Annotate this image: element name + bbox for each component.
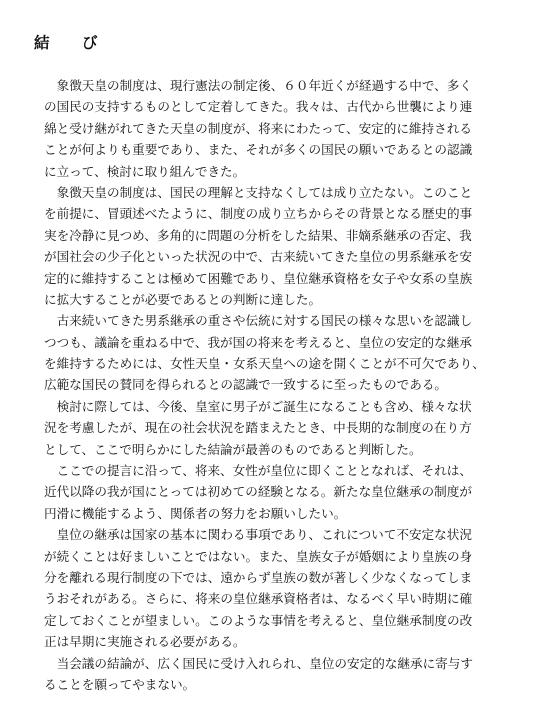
text-line: 定的に維持することは極めて困難であり、皇位継承資格を女子や女系の皇族 <box>44 270 473 286</box>
text-line: 検討に際しては、今後、皇室に男子がご誕生になることも含め、様々な状 <box>44 398 472 414</box>
text-line: 広範な国民の賛同を得られるとの認識で一致するに至ったものである。 <box>44 377 447 393</box>
text-line: 正は早期に実施される必要がある。 <box>44 634 246 650</box>
text-line: が続くことは好ましいことではない。また、皇族女子が婚姻により皇族の身 <box>44 548 473 564</box>
text-line: ことが何よりも重要であり、また、それが多くの国民の願いであるとの認識 <box>44 142 473 158</box>
text-line: 近代以降の我が国にとっては初めての経験となる。新たな皇位継承の制度が <box>44 484 472 500</box>
text-line: の国民の支持するものとして定着してきた。我々は、古代から世襲により連 <box>44 99 473 115</box>
text-line: 皇位の継承は国家の基本に関わる事項であり、これについて不安定な状況 <box>44 527 472 543</box>
text-line: 綿と受け継がれてきた天皇の制度が、将来にわたって、安定的に維持される <box>44 120 472 136</box>
text-line: として、ここで明らかにした結論が最善のものであると判断した。 <box>44 441 422 457</box>
text-line: 円滑に機能するよう、関係者の努力をお願いしたい。 <box>44 505 347 521</box>
text-line: を維持するためには、女性天皇・女系天皇への途を開くことが不可欠であり、 <box>44 356 485 372</box>
text-line: 定しておくことが望ましい。このような事情を考えると、皇位継承制度の改 <box>44 612 473 628</box>
text-line: 古来続いてきた男系継承の重さや伝統に対する国民の様々な思いを認識し <box>44 313 473 329</box>
text-line: 象徴天皇の制度は、現行憲法の制定後、６０年近くが経過する中で、多く <box>44 78 472 93</box>
text-line: に立って、検討に取り組んできた。 <box>44 163 246 179</box>
text-line: が国社会の少子化といった状況の中で、古来続いてきた皇位の男系継承を安 <box>44 249 472 265</box>
text-line: 況を考慮したが、現在の社会状況を踏まえたとき、中長期的な制度の在り方 <box>44 420 472 436</box>
text-line: ることを願ってやまない。 <box>44 676 196 692</box>
text-line: 象徴天皇の制度は、国民の理解と支持なくしては成り立たない。このこと <box>44 184 473 200</box>
text-line: に拡大することが必要であるとの判断に達した。 <box>44 291 322 307</box>
text-line: うおそれがある。さらに、将来の皇位継承資格者は、なるべく早い時期に確 <box>44 591 473 607</box>
text-line: 当会議の結論が、広く国民に受け入れられ、皇位の安定的な継承に寄与す <box>44 655 473 671</box>
text-line: ここでの提言に沿って、将来、女性が皇位に即くこととなれば、それは、 <box>44 463 472 479</box>
text-line: 実を冷静に見つめ、多角的に問題の分析をした結果、非嫡系継承の否定、我 <box>44 227 472 243</box>
text-line: を前提に、冒頭述べたように、制度の成り立ちからその背景となる歴史的事 <box>44 206 473 222</box>
body-text <box>44 75 502 695</box>
text-line: つつも、議論を重ねる中で、我が国の将来を考えると、皇位の安定的な継承 <box>44 334 472 350</box>
text-line: 分を離れる現行制度の下では、遠からず皇族の数が著しく少なくなってしま <box>44 569 473 585</box>
section-heading: 結 び <box>34 34 107 52</box>
